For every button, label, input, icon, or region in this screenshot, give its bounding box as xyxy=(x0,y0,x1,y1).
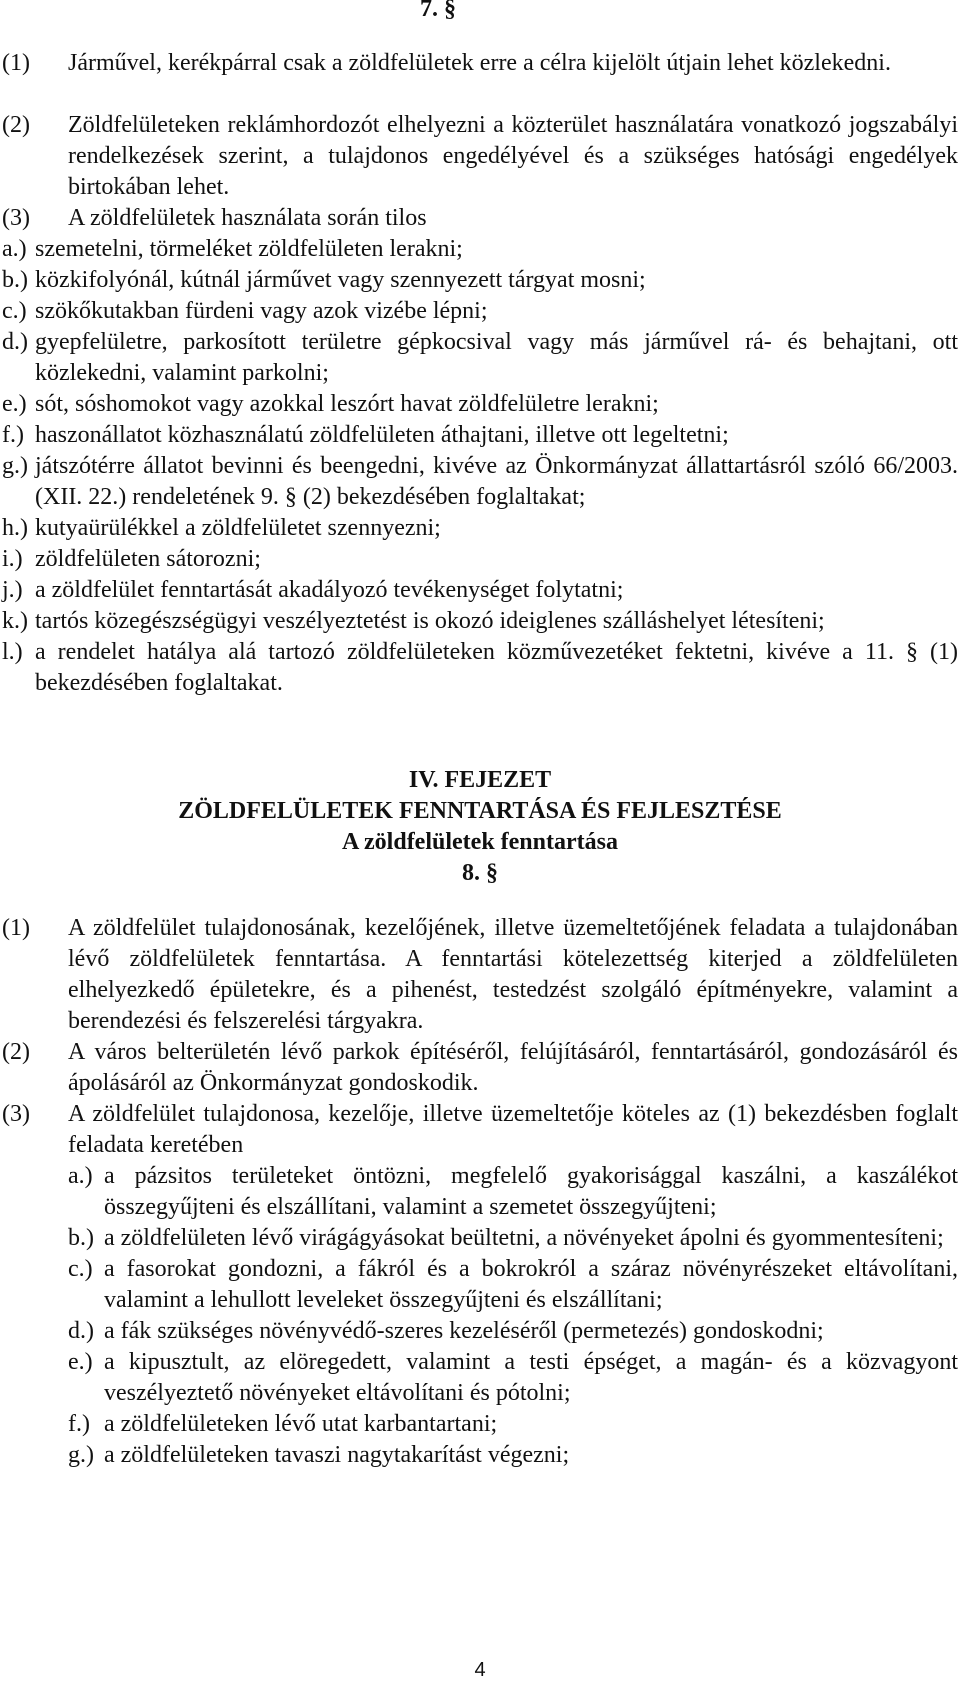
item-label: e.) xyxy=(2,391,27,417)
item-text: a zöldfelületeken lévő utat karbantartani; xyxy=(104,1411,498,1437)
paragraph-text: Járművel, kerékpárral csak a zöldfelületek erre a célra kijelölt útjain lehet közlekedni. xyxy=(68,50,891,76)
item-text: szemetelni, törmeléket zöldfelületen lerakni; xyxy=(35,236,463,262)
item-text: a fasorokat gondozni, a fákról és a bokrokról a száraz növényrészeket eltávolítani, valamint a lehullott leveleket összegyűjteni és elszállítani; xyxy=(104,1256,958,1313)
item-text: zöldfelületen sátorozni; xyxy=(35,546,261,572)
item-label: d.) xyxy=(68,1318,94,1344)
section-8-heading: 8. § xyxy=(462,860,498,886)
list-item xyxy=(68,1316,958,1347)
list-item xyxy=(68,1223,958,1254)
item-label: c.) xyxy=(2,298,27,324)
list-item xyxy=(0,606,958,637)
paragraph-number: (2) xyxy=(2,1039,30,1065)
item-text: a zöldfelületen lévő virágágyásokat beültetni, a növényeket ápolni és gyommentesíteni; xyxy=(104,1225,944,1251)
list-item xyxy=(0,234,958,265)
item-label: l.) xyxy=(2,639,23,665)
paragraph-text: A zöldfelület tulajdonosának, kezelőjének, illetve üzemeltetőjének feladata a tulajdonában lévő zöldfelületek fenntartása. A fenntartási kötelezettség kiterjed a zöldfelületen elhelyezkedő épületekre, és a pihenést, testedzést szolgáló építményekre, valamint a berendezési és felszerelési tárgyakra. xyxy=(68,915,958,1034)
item-text: a zöldfelületeken tavaszi nagytakarítást végezni; xyxy=(104,1442,570,1468)
section-7-heading: 7. § xyxy=(420,0,456,22)
item-text: tartós közegészségügyi veszélyeztetést is okozó ideiglenes szálláshelyet létesíteni; xyxy=(35,608,825,634)
item-label: e.) xyxy=(68,1349,93,1375)
section-8-paragraph-3 xyxy=(0,1099,958,1161)
section-8-item-list xyxy=(0,1161,958,1471)
item-text: a kipusztult, az elöregedett, valamint a testi épséget, a magán- és a közvagyont veszélyeztető növényeket eltávolítani és pótolni; xyxy=(104,1349,958,1406)
list-item xyxy=(68,1347,958,1409)
list-item xyxy=(0,575,958,606)
paragraph-text: A zöldfelületek használata során tilos xyxy=(68,205,427,231)
paragraph-number: (1) xyxy=(2,50,30,76)
item-text: gyepfelületre, parkosított területre gépkocsival vagy más járművel rá- és behajtani, ott közlekedni, valamint parkolni; xyxy=(35,329,958,386)
item-label: f.) xyxy=(68,1411,90,1437)
item-text: szökőkutakban fürdeni vagy azok vizébe lépni; xyxy=(35,298,488,324)
item-text: a zöldfelület fenntartását akadályozó tevékenységet folytatni; xyxy=(35,577,624,603)
item-text: a pázsitos területeket öntözni, megfelelő gyakorisággal kaszálni, a kaszálékot összegyűjteni és elszállítani, valamint a szemetet összegyűjteni; xyxy=(104,1163,958,1220)
paragraph-number: (1) xyxy=(2,915,30,941)
item-text: a fák szükséges növényvédő-szeres kezeléséről (permetezés) gondoskodni; xyxy=(104,1318,824,1344)
section-7-item-list xyxy=(0,234,958,699)
item-label: b.) xyxy=(2,267,28,293)
page-number: 4 xyxy=(474,1659,486,1681)
chapter-title: ZÖLDFELÜLETEK FENNTARTÁSA ÉS FEJLESZTÉSE xyxy=(178,798,782,824)
section-7-paragraph-3 xyxy=(0,203,958,234)
list-item xyxy=(68,1161,958,1223)
item-label: j.) xyxy=(2,577,23,603)
item-label: g.) xyxy=(68,1442,94,1468)
list-item xyxy=(0,637,958,699)
paragraph-text: A város belterületén lévő parkok építéséről, felújításáról, fenntartásáról, gondozásáról és ápolásáról az Önkormányzat gondoskodik. xyxy=(68,1039,958,1096)
item-label: g.) xyxy=(2,453,28,479)
list-item xyxy=(0,513,958,544)
item-label: c.) xyxy=(68,1256,93,1282)
list-item xyxy=(0,327,958,389)
list-item xyxy=(68,1254,958,1316)
item-label: a.) xyxy=(68,1163,93,1189)
chapter-subtitle: A zöldfelületek fenntartása xyxy=(342,829,618,855)
item-text: kutyaürülékkel a zöldfelületet szennyezni; xyxy=(35,515,441,541)
paragraph-text: A zöldfelület tulajdonosa, kezelője, illetve üzemeltetője köteles az (1) bekezdésben foglalt feladata keretében xyxy=(68,1101,958,1158)
item-text: sót, sóshomokot vagy azokkal leszórt havat zöldfelületre lerakni; xyxy=(35,391,659,417)
item-text: közkifolyónál, kútnál járművet vagy szennyezett tárgyat mosni; xyxy=(35,267,646,293)
item-label: k.) xyxy=(2,608,28,634)
section-8-paragraph-2 xyxy=(0,1037,958,1099)
item-text: haszonállatot közhasználatú zöldfelületen áthajtani, illetve ott legeltetni; xyxy=(35,422,729,448)
item-label: a.) xyxy=(2,236,27,262)
item-label: i.) xyxy=(2,546,23,572)
section-7-paragraph-2 xyxy=(0,110,958,203)
item-label: b.) xyxy=(68,1225,94,1251)
list-item xyxy=(68,1409,958,1440)
list-item xyxy=(68,1440,958,1471)
paragraph-number: (3) xyxy=(2,205,30,231)
paragraph-number: (3) xyxy=(2,1101,30,1127)
chapter-number: IV. FEJEZET xyxy=(408,767,552,793)
list-item xyxy=(0,544,958,575)
list-item xyxy=(0,451,958,513)
item-label: h.) xyxy=(2,515,28,541)
paragraph-number: (2) xyxy=(2,112,30,138)
list-item xyxy=(0,265,958,296)
section-8-paragraph-1 xyxy=(0,913,958,1037)
item-text: játszótérre állatot bevinni és beengedni, kivéve az Önkormányzat állattartásról szóló 66/2003. (XII. 22.) rendeletének 9. § (2) bekezdésében foglaltakat; xyxy=(35,453,958,510)
paragraph-text: Zöldfelületeken reklámhordozót elhelyezni a közterület használatára vonatkozó jogszabályi rendelkezések szerint, a tulajdonos engedélyével és a szükséges hatósági engedélyek birtokában lehet. xyxy=(68,112,958,200)
section-7-paragraph-1 xyxy=(0,48,958,79)
list-item xyxy=(0,420,958,451)
item-label: f.) xyxy=(2,422,24,448)
list-item xyxy=(0,296,958,327)
item-text: a rendelet hatálya alá tartozó zöldfelületeken közművezetéket fektetni, kivéve a 11. § (1) bekezdésében foglaltakat. xyxy=(35,639,958,696)
item-label: d.) xyxy=(2,329,28,355)
list-item xyxy=(0,389,958,420)
